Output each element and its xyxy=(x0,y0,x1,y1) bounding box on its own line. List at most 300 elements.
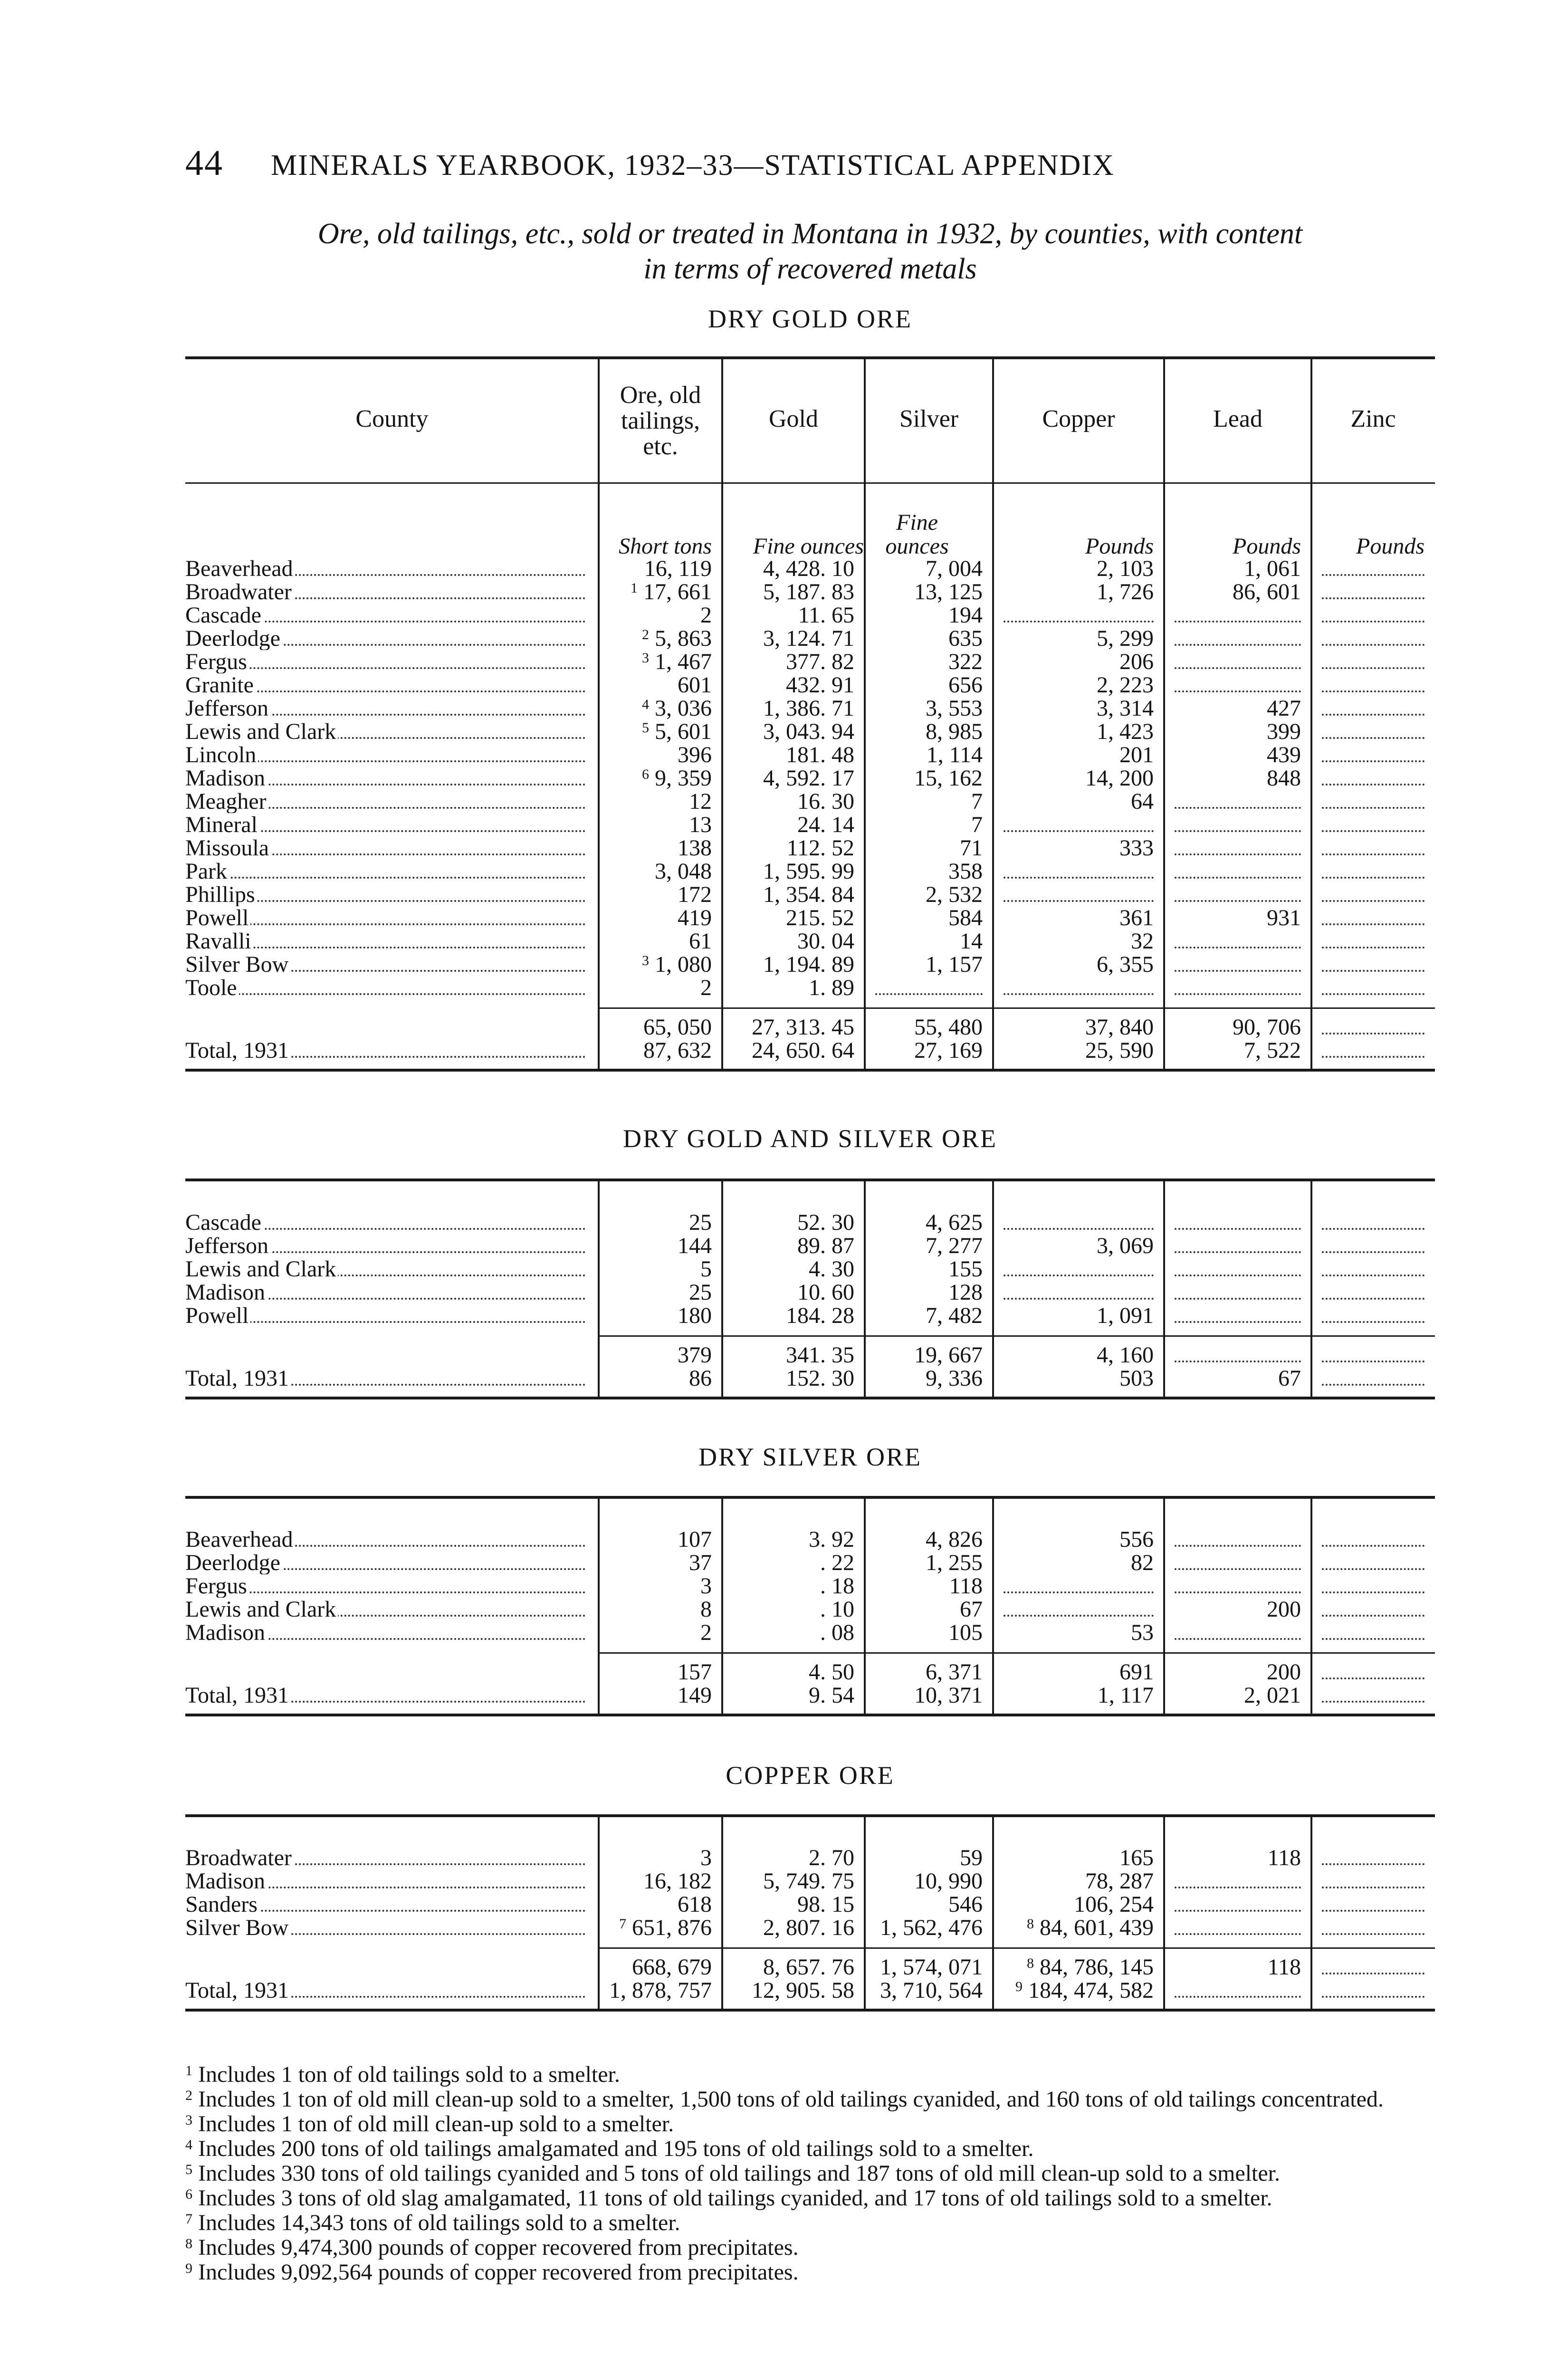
gold-cell xyxy=(722,790,865,813)
lead-value: 1, 061 xyxy=(1244,557,1301,580)
lead-cell xyxy=(1164,1684,1311,1707)
copper-cell xyxy=(993,720,1164,743)
section-top-rule xyxy=(185,1178,1435,1181)
ore-value: 25 xyxy=(689,1211,712,1234)
county-name: Park xyxy=(185,860,229,883)
silver-cell xyxy=(865,1893,993,1916)
table-row xyxy=(185,673,1435,697)
copper-value: 206 xyxy=(1119,650,1154,673)
ore-cell xyxy=(599,1846,722,1869)
silver-cell xyxy=(865,1257,993,1281)
ore-cell xyxy=(599,1367,722,1390)
zinc-cell-empty xyxy=(1311,1039,1435,1062)
lead-cell xyxy=(1164,580,1311,604)
lead-cell xyxy=(1164,1039,1311,1062)
county-name: Powell xyxy=(185,1304,250,1327)
gold-value: 1, 354. 84 xyxy=(763,883,854,906)
copper-cell-empty xyxy=(993,1574,1164,1598)
gold-cell xyxy=(722,1281,865,1304)
ore-value: 419 xyxy=(678,906,712,929)
footnote xyxy=(185,2062,1435,2087)
county-cell xyxy=(185,557,599,580)
silver-value: 635 xyxy=(948,627,983,650)
gold-cell xyxy=(722,1916,865,1939)
spacer-cell xyxy=(185,1939,599,1955)
footnote-number: 6 xyxy=(185,2186,192,2202)
ore-cell xyxy=(599,1211,722,1234)
table-row xyxy=(185,953,1435,976)
county-name: Silver Bow xyxy=(185,1916,290,1939)
total-row xyxy=(185,1343,1435,1367)
table-row xyxy=(185,604,1435,627)
silver-value: 584 xyxy=(948,906,983,929)
section-title: DRY SILVER ORE xyxy=(698,1443,922,1471)
ore-cell xyxy=(599,1528,722,1551)
gold-total xyxy=(722,1955,865,1979)
county-name: Granite xyxy=(185,673,256,697)
footnote xyxy=(185,2112,1435,2136)
footnote-text: Includes 1 ton of old mill clean-up sold to a smelter. xyxy=(198,2111,674,2136)
lead-cell xyxy=(1164,720,1311,743)
ore-cell xyxy=(599,906,722,929)
ore-cell xyxy=(599,1979,722,2002)
col-ore-header-line1: Ore, old xyxy=(620,382,701,409)
silver-value: 10, 371 xyxy=(914,1684,983,1707)
ore-cell xyxy=(599,580,722,604)
lead-value: 67 xyxy=(1278,1367,1301,1390)
ore-cell xyxy=(599,1039,722,1062)
running-title: MINERALS YEARBOOK, 1932–33—STATISTICAL APPENDIX xyxy=(271,149,1115,182)
column-rule xyxy=(1163,1496,1165,1714)
silver-value: 1, 255 xyxy=(926,1551,983,1574)
ore-value: 3 xyxy=(700,1846,712,1869)
zinc-cell-empty xyxy=(1311,604,1435,627)
ore-value: 3, 048 xyxy=(655,860,712,883)
data-table xyxy=(185,557,1435,1062)
copper-cell xyxy=(993,906,1164,929)
silver-total xyxy=(865,1343,993,1367)
silver-value: 194 xyxy=(948,604,983,627)
gold-value: 215. 52 xyxy=(786,906,854,929)
silver-cell xyxy=(865,883,993,906)
table-row xyxy=(185,1211,1435,1234)
copper-cell-empty xyxy=(993,1257,1164,1281)
column-rule xyxy=(598,1178,600,1397)
lead-cell-empty xyxy=(1164,650,1311,673)
silver-total-value: 1, 574, 071 xyxy=(880,1955,983,1979)
total-row xyxy=(185,1660,1435,1684)
zinc-cell-empty xyxy=(1311,1211,1435,1234)
zinc-cell-empty xyxy=(1311,1621,1435,1644)
gold-cell xyxy=(722,580,865,604)
silver-cell xyxy=(865,580,993,604)
silver-value: 13, 125 xyxy=(914,580,983,604)
footnote xyxy=(185,2087,1435,2112)
silver-cell xyxy=(865,743,993,766)
lead-value: 200 xyxy=(1267,1598,1301,1621)
lead-cell xyxy=(1164,1846,1311,1869)
gold-total xyxy=(722,1343,865,1367)
gold-cell xyxy=(722,883,865,906)
gold-total-value: 8, 657. 76 xyxy=(763,1955,854,1979)
gold-value: 3, 043. 94 xyxy=(763,720,854,743)
ore-cell xyxy=(599,1684,722,1707)
county-cell xyxy=(185,1304,599,1327)
copper-cell xyxy=(993,1916,1164,1939)
gold-value: 432. 91 xyxy=(786,673,854,697)
col-silver-header: Silver xyxy=(899,405,959,432)
county-cell xyxy=(185,1598,599,1621)
copper-cell xyxy=(993,1621,1164,1644)
ore-cell xyxy=(599,790,722,813)
header-bottom-rule xyxy=(185,482,1435,484)
section-title-dry-gold-ore: DRY GOLD ORE xyxy=(708,305,912,333)
table-row xyxy=(185,836,1435,860)
lead-cell-empty xyxy=(1164,929,1311,953)
silver-cell xyxy=(865,1281,993,1304)
data-table xyxy=(185,1211,1435,1390)
county-cell xyxy=(185,1846,599,1869)
zinc-cell-empty xyxy=(1311,1979,1435,2002)
footnote-marker: 8 xyxy=(1027,1916,1034,1932)
table-row xyxy=(185,1257,1435,1281)
copper-value: 1, 117 xyxy=(1097,1684,1154,1707)
copper-cell xyxy=(993,1367,1164,1390)
zinc-cell-empty xyxy=(1311,743,1435,766)
county-name: Meagher xyxy=(185,790,268,813)
lead-cell-empty xyxy=(1164,790,1311,813)
lead-value: 931 xyxy=(1267,906,1301,929)
silver-value: 358 xyxy=(948,860,983,883)
table-row xyxy=(185,790,1435,813)
lead-cell xyxy=(1164,766,1311,790)
ore-value: 87, 632 xyxy=(643,1039,712,1062)
lead-cell-empty xyxy=(1164,860,1311,883)
ore-value: 651, 876 xyxy=(632,1916,712,1939)
table-row xyxy=(185,1551,1435,1574)
copper-value: 25, 590 xyxy=(1085,1039,1154,1062)
gold-total-value: 27, 313. 45 xyxy=(752,1016,854,1039)
page-number: 44 xyxy=(185,143,223,183)
column-rule xyxy=(721,1178,723,1397)
copper-cell xyxy=(993,929,1164,953)
silver-value: 7, 482 xyxy=(926,1304,983,1327)
total-label-cell xyxy=(185,1660,599,1684)
table-row xyxy=(185,906,1435,929)
silver-value: 7, 004 xyxy=(926,557,983,580)
data-table xyxy=(185,1846,1435,2002)
county-name: Fergus xyxy=(185,1574,249,1598)
copper-total xyxy=(993,1660,1164,1684)
lead-cell-empty xyxy=(1164,1979,1311,2002)
county-cell xyxy=(185,929,599,953)
county-name: Sanders xyxy=(185,1893,259,1916)
lead-cell-empty xyxy=(1164,1551,1311,1574)
silver-cell xyxy=(865,860,993,883)
gold-value: 98. 15 xyxy=(797,1893,854,1916)
silver-total-value: 6, 371 xyxy=(926,1660,983,1684)
silver-cell xyxy=(865,697,993,720)
footnote-number: 9 xyxy=(185,2261,192,2276)
copper-cell xyxy=(993,1528,1164,1551)
ore-value: 3 xyxy=(700,1574,712,1598)
gold-value: 184. 28 xyxy=(786,1304,854,1327)
ore-value: 396 xyxy=(678,743,712,766)
lead-cell-empty xyxy=(1164,1528,1311,1551)
lead-cell-empty xyxy=(1164,1869,1311,1893)
table-row xyxy=(185,1281,1435,1304)
county-cell xyxy=(185,720,599,743)
silver-value: 71 xyxy=(960,836,983,860)
county-name: Jefferson xyxy=(185,697,270,720)
silver-cell xyxy=(865,1528,993,1551)
county-cell xyxy=(185,650,599,673)
column-rule xyxy=(598,1496,600,1714)
section-title: DRY GOLD AND SILVER ORE xyxy=(622,1124,998,1153)
ore-cell xyxy=(599,1551,722,1574)
silver-value: 9, 336 xyxy=(926,1367,983,1390)
copper-value: 1, 423 xyxy=(1097,720,1154,743)
lead-cell xyxy=(1164,1598,1311,1621)
silver-cell xyxy=(865,1598,993,1621)
silver-value: 3, 553 xyxy=(926,697,983,720)
county-cell xyxy=(185,860,599,883)
lead-value: 427 xyxy=(1267,697,1301,720)
ore-value: 1, 878, 757 xyxy=(609,1979,712,2002)
gold-value: . 18 xyxy=(820,1574,854,1598)
ore-value: 12 xyxy=(689,790,712,813)
silver-cell xyxy=(865,929,993,953)
lead-cell xyxy=(1164,697,1311,720)
lead-cell-empty xyxy=(1164,1916,1311,1939)
footnote-marker: 1 xyxy=(631,580,638,596)
column-rule xyxy=(864,1178,866,1397)
column-rule xyxy=(864,356,866,1069)
copper-cell-empty xyxy=(993,1598,1164,1621)
silver-cell xyxy=(865,1574,993,1598)
gold-total xyxy=(722,1660,865,1684)
table-row xyxy=(185,1916,1435,1939)
silver-cell xyxy=(865,1211,993,1234)
lead-cell-empty xyxy=(1164,1621,1311,1644)
gold-value: 5, 749. 75 xyxy=(763,1869,854,1893)
gold-value: 24, 650. 64 xyxy=(752,1039,854,1062)
county-name: Powell xyxy=(185,906,250,929)
silver-value: 8, 985 xyxy=(926,720,983,743)
col-ore-header-line2: tailings, xyxy=(621,407,700,434)
gold-cell xyxy=(722,1598,865,1621)
silver-total xyxy=(865,1955,993,1979)
gold-cell xyxy=(722,1551,865,1574)
lead-cell-empty xyxy=(1164,673,1311,697)
silver-cell xyxy=(865,790,993,813)
footnotes xyxy=(185,2062,1435,2285)
zinc-cell-empty xyxy=(1311,1684,1435,1707)
silver-cell xyxy=(865,627,993,650)
table-row xyxy=(185,650,1435,673)
header-top-rule xyxy=(185,356,1435,359)
copper-total-value: 84, 786, 145 xyxy=(1040,1955,1154,1979)
ore-cell xyxy=(599,627,722,650)
county-name: Cascade xyxy=(185,604,263,627)
gold-value: 4, 428. 10 xyxy=(763,557,854,580)
county-name: Lewis and Clark xyxy=(185,1257,338,1281)
unit-silver xyxy=(865,511,969,558)
gold-value: 4. 30 xyxy=(809,1257,854,1281)
footnote-marker: 8 xyxy=(1027,1955,1034,1971)
section-bottom-rule xyxy=(185,1714,1435,1716)
lead-cell-empty xyxy=(1164,1304,1311,1327)
copper-value: 2, 223 xyxy=(1097,673,1154,697)
silver-cell xyxy=(865,604,993,627)
gold-value: 2, 807. 16 xyxy=(763,1916,854,1939)
footnote-text: Includes 14,343 tons of old tailings sold to a smelter. xyxy=(198,2210,680,2235)
ore-value: 17, 661 xyxy=(643,580,712,604)
col-copper-header: Copper xyxy=(1042,405,1115,432)
table-row xyxy=(185,627,1435,650)
ore-cell xyxy=(599,1574,722,1598)
silver-cell xyxy=(865,813,993,836)
ore-cell xyxy=(599,1598,722,1621)
ore-total xyxy=(599,1660,722,1684)
county-name: Beaverhead xyxy=(185,1528,295,1551)
table-row xyxy=(185,766,1435,790)
county-name: Beaverhead xyxy=(185,557,295,580)
ore-value: 172 xyxy=(678,883,712,906)
gold-total-value: 341. 35 xyxy=(786,1343,854,1367)
gold-cell xyxy=(722,906,865,929)
column-rule xyxy=(721,1814,723,2009)
copper-cell xyxy=(993,650,1164,673)
county-name: Madison xyxy=(185,1281,267,1304)
county-cell xyxy=(185,1684,599,1707)
zinc-cell-empty xyxy=(1311,813,1435,836)
gold-cell xyxy=(722,1621,865,1644)
county-name: Silver Bow xyxy=(185,953,290,976)
county-cell xyxy=(185,743,599,766)
unit-silver-line1: Fine xyxy=(896,510,938,535)
county-cell xyxy=(185,604,599,627)
county-name: Broadwater xyxy=(185,580,294,604)
lead-cell-empty xyxy=(1164,604,1311,627)
ore-value: 9, 359 xyxy=(655,766,712,790)
copper-value: 503 xyxy=(1119,1367,1154,1390)
copper-value: 84, 601, 439 xyxy=(1040,1916,1154,1939)
footnote-text: Includes 330 tons of old tailings cyanided and 5 tons of old tailings and 187 tons of old mill clean-up sold to a smelter. xyxy=(198,2161,1280,2186)
silver-total xyxy=(865,1660,993,1684)
table-row xyxy=(185,860,1435,883)
zinc-cell-empty xyxy=(1311,580,1435,604)
column-rule xyxy=(1163,356,1165,1069)
zinc-cell-empty xyxy=(1311,1574,1435,1598)
gold-value: 52. 30 xyxy=(797,1211,854,1234)
copper-cell-empty xyxy=(993,976,1164,999)
ore-value: 5 xyxy=(700,1257,712,1281)
gold-value: . 10 xyxy=(820,1598,854,1621)
column-rule xyxy=(992,1496,994,1714)
gold-value: 24. 14 xyxy=(797,813,854,836)
unit-silver-line2: ounces xyxy=(885,534,949,559)
ore-total-value: 157 xyxy=(678,1660,712,1684)
lead-cell-empty xyxy=(1164,627,1311,650)
zinc-cell-empty xyxy=(1311,766,1435,790)
county-name: Total, 1931 xyxy=(185,1684,291,1707)
silver-cell xyxy=(865,766,993,790)
unit-zinc: Pounds xyxy=(1356,534,1425,559)
gold-value: 5, 187. 83 xyxy=(763,580,854,604)
gold-cell xyxy=(722,1039,865,1062)
gold-cell xyxy=(722,1574,865,1598)
silver-total-value: 19, 667 xyxy=(914,1343,983,1367)
silver-value: 656 xyxy=(948,673,983,697)
silver-cell xyxy=(865,1684,993,1707)
copper-value: 6, 355 xyxy=(1097,953,1154,976)
county-cell xyxy=(185,627,599,650)
gold-value: 30. 04 xyxy=(797,929,854,953)
county-cell xyxy=(185,953,599,976)
column-rule xyxy=(598,356,600,1069)
copper-cell-empty xyxy=(993,1281,1164,1304)
lead-cell-empty xyxy=(1164,883,1311,906)
table-row xyxy=(185,1893,1435,1916)
total-separator-rule xyxy=(599,1652,1435,1654)
ore-value: 1, 467 xyxy=(655,650,712,673)
zinc-cell-empty xyxy=(1311,1528,1435,1551)
zinc-cell-empty xyxy=(1311,953,1435,976)
zinc-total-empty xyxy=(1311,1955,1435,1979)
table-row xyxy=(185,1528,1435,1551)
lead-cell-empty xyxy=(1164,1257,1311,1281)
county-cell xyxy=(185,790,599,813)
gold-cell xyxy=(722,813,865,836)
copper-total-value: 691 xyxy=(1119,1660,1154,1684)
zinc-cell-empty xyxy=(1311,906,1435,929)
gold-value: 3. 92 xyxy=(809,1528,854,1551)
copper-value: 32 xyxy=(1131,929,1154,953)
gold-value: 11. 65 xyxy=(798,604,854,627)
gold-value: 12, 905. 58 xyxy=(752,1979,854,2002)
gold-value: 1. 89 xyxy=(809,976,854,999)
footnote-number: 8 xyxy=(185,2236,192,2251)
copper-cell-empty xyxy=(993,1211,1164,1234)
lead-total xyxy=(1164,1660,1311,1684)
ore-cell xyxy=(599,1893,722,1916)
footnote-marker: 4 xyxy=(642,697,649,712)
col-lead-header: Lead xyxy=(1213,405,1262,432)
ore-cell xyxy=(599,1234,722,1257)
gold-value: 10. 60 xyxy=(797,1281,854,1304)
lead-value: 2, 021 xyxy=(1244,1684,1301,1707)
col-zinc-header: Zinc xyxy=(1350,405,1396,432)
silver-value: 1, 114 xyxy=(926,743,983,766)
county-cell xyxy=(185,1528,599,1551)
ore-cell xyxy=(599,976,722,999)
silver-value: 7 xyxy=(971,790,983,813)
copper-total xyxy=(993,1343,1164,1367)
footnote-marker: 3 xyxy=(642,953,649,968)
county-name: Madison xyxy=(185,1621,267,1644)
ore-cell xyxy=(599,720,722,743)
table-row xyxy=(185,883,1435,906)
copper-cell xyxy=(993,766,1164,790)
footnote-number: 2 xyxy=(185,2088,192,2103)
county-cell xyxy=(185,883,599,906)
column-rule xyxy=(1310,1178,1312,1397)
copper-value: 1, 091 xyxy=(1097,1304,1154,1327)
column-rule xyxy=(992,1178,994,1397)
silver-value: 14 xyxy=(960,929,983,953)
footnote-number: 5 xyxy=(185,2162,192,2177)
